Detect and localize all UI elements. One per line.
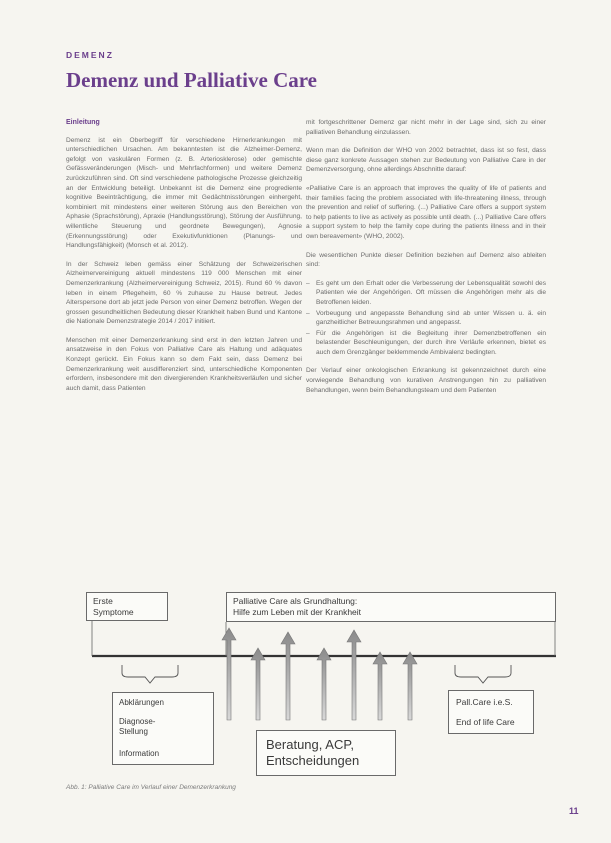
up-arrow	[317, 648, 331, 720]
right-column	[306, 118, 546, 404]
quote-paragraph: «Palliative Care is an approach that improves the quality of life of patients and their families facing the problem associated with life-threatening illness, through the prevention and relief of suffering. (...) Palliative Care offers a support system to help patients to live as actively as possible until death. (...) Palliative Care offers a support system to help the family cope during the patients illness and in their own bereavement» (WHO, 2002).	[306, 184, 546, 240]
early-actions-box	[112, 692, 214, 765]
up-arrow	[281, 632, 295, 720]
up-arrow	[403, 652, 417, 720]
bullet-item: – Vorbeugung und angepasste Behandlung sind ab unter Wissen u. ä. ein ganzheitlicher Betreuungsrahmen und angepasst.	[306, 309, 546, 328]
paragraph: Menschen mit einer Demenzerkrankung sind erst in den letzten Jahren und ansatzweise in den Fokus von Palliative Care als Haltung und adäquates Konzept gerückt. Ein Fokus kann so dem Fakt sein, dass Demenz bei Demenzerkrankung weit ausdifferenziert sind, unterschiedliche Komponenten erfordern, insbesondere mit den divergierenden Krankheitsverläufen und sicher auch damit, dass Patienten	[66, 336, 302, 392]
brace-late	[455, 665, 511, 683]
late-item-palliative: Pall.Care i.e.S.	[456, 697, 513, 707]
bullet-list	[306, 279, 546, 358]
late-care-box	[448, 690, 534, 734]
early-symptoms-box	[86, 592, 168, 621]
up-arrow	[222, 628, 236, 720]
early-item-diagnosis: Diagnose- Stellung	[119, 717, 156, 736]
up-arrow	[347, 630, 361, 720]
late-item-end-of-life: End of life Care	[456, 717, 515, 727]
paragraph: Der Verlauf einer onkologischen Erkrankung ist gekennzeichnet durch eine vorwiegende Behandlung von kurativen Anstrengungen hin zu palliativen Behandlungen, wenn beim Behandlungsteam und dem Patienten	[306, 367, 546, 394]
counseling-label: Beratung, ACP, Entscheidungen	[266, 737, 360, 768]
paragraph: In der Schweiz leben gemäss einer Schätzung der Schweizerischen Alzheimervereinigung aktuell mindestens 119 000 Menschen mit einer Demenzerkrankung (Alzheimervereinigung Schweiz, 2015). Rund 60 % davon leben in einem Pflegeheim, 60 % zuhause zu Hause betreut. Jedes Alterspersone dort ab jetzt jede Person von einer Demenz betroffen. Wegen der grossen gesundheitlichen Bedeutung dieser Krankheit haben Bund und Kantone die Nationale Demenzstrategie 2014 / 2017 initiiert.	[66, 260, 302, 326]
brace-early	[122, 665, 178, 683]
palliative-care-box	[226, 592, 556, 622]
palliative-care-label: Palliative Care als Grundhaltung: Hilfe zum Leben mit der Krankheit	[233, 596, 362, 617]
up-arrow	[251, 648, 265, 720]
up-arrow	[373, 652, 387, 720]
early-item-assessments: Abklärungen	[119, 698, 164, 707]
counseling-box	[256, 730, 396, 776]
paragraph: Demenz ist ein Oberbegriff für verschiedene Hirnerkrankungen mit unterschiedlichen Ursachen. Am bekanntesten ist die Alzheimer-Demenz, gefolgt von vaskulären Formen (z. B. Arteriosklerose) oder gemischte Gefässveränderungen (Misch- und Mehrfachformen) und weitere Demenz zurückzuführen sind. Oft sind verschiedene pathologische Prozesse gleichzeitig an der Entwicklung beteiligt. Unbekannt ist die Demenz eine progrediente kognitive Beeinträchtigung, die immer mit Gedächtnisstörungen einhergeht, kombiniert mit mindestens einer weiteren Störung aus den Bereichen von Aphasie (Sprachstörung), Apraxie (Handlungsstörung), Störung der Ausführung, willentliche Steuerung und geordnete Bewegungen), Agnosie (Erkennungsstörung) oder Exekutivfunktionen (Planungs- und Handlungsfähigkeit) (Monsch et al. 2012).	[66, 136, 302, 250]
section-kicker: DEMENZ	[66, 50, 114, 60]
figure-caption: Abb. 1: Palliative Care im Verlauf einer Demenzerkrankung	[66, 784, 236, 791]
page-title: Demenz und Palliative Care	[66, 68, 317, 92]
early-item-information: Information	[119, 749, 160, 758]
paragraph: Wenn man die Definition der WHO von 2002 betrachtet, dass ist so fest, dass diese ganz konkrete Aussagen stehen zur Bedeutung von Palliative Care in der Demenzversorgung, ohne allerdings Abschnitte darauf:	[306, 147, 546, 174]
section-subheading: Einleitung	[66, 119, 100, 126]
up-arrows	[222, 628, 417, 720]
paragraph: mit fortgeschrittener Demenz gar nicht mehr in der Lage sind, sich zu einer palliativen Behandlung einzulassen.	[306, 119, 546, 136]
bullet-item: – Für die Angehörigen ist die Begleitung ihrer Demenzbetroffenen ein belastender Beschleunigungen, der durch ihre Verläufe erkennen, bietet es auch dem Grenzgänger beklemmende Ambivalenz bedingten.	[306, 329, 546, 358]
bullet-item: – Es geht um den Erhalt oder die Verbesserung der Lebensqualität sowohl des Patienten wie der Angehörigen. Oft müssen die Angehörigen mehr als die Betroffenen leiden.	[306, 279, 546, 308]
early-symptoms-label: Erste Symptome	[93, 596, 134, 617]
page-number: 11	[569, 806, 579, 816]
left-column	[66, 118, 302, 402]
paragraph: Die wesentlichen Punkte dieser Definition beziehen auf Demenz also ableiten sind:	[306, 251, 546, 269]
